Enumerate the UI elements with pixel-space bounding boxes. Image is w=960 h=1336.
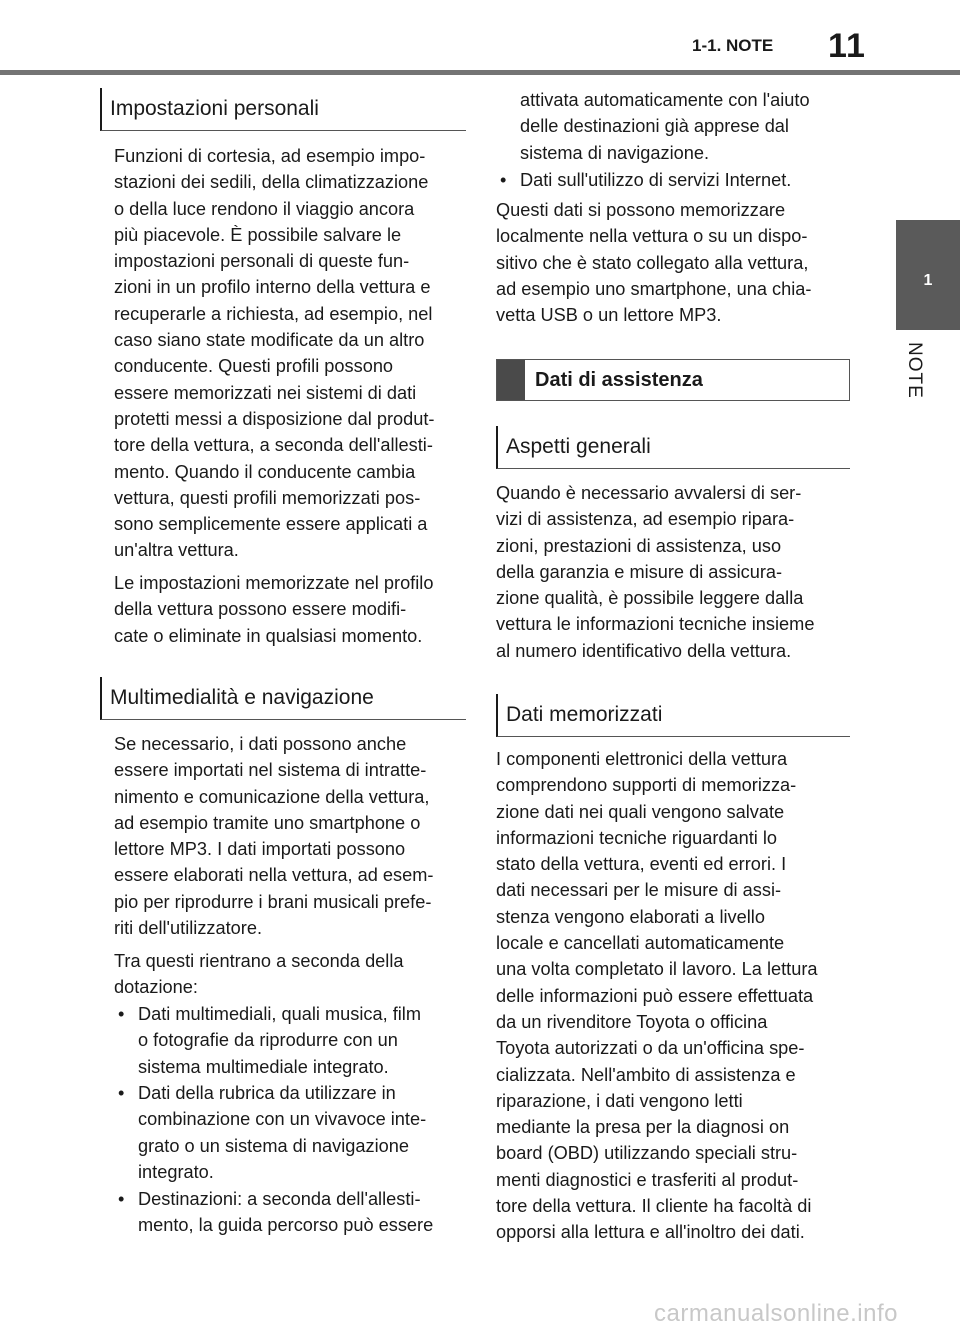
text-line: conducente. Questi profili possono — [114, 356, 394, 377]
text-line: Toyota autorizzati o da un'officina spe- — [496, 1038, 805, 1059]
text-line: essere importati nel sistema di intratte- — [114, 760, 427, 781]
text-line: zione dati nei quali vengono salvate — [496, 801, 785, 822]
text-line: sistema di navigazione. — [520, 142, 710, 163]
text-line: Le impostazioni memorizzate nel profilo — [114, 573, 434, 593]
text-line: zioni, prestazioni di assistenza, uso — [496, 535, 782, 556]
bullet-text — [138, 1001, 470, 1080]
text-line: locale e cancellati automaticamente — [496, 933, 785, 954]
text-line: delle informazioni può essere effettuata — [496, 985, 814, 1006]
text-line: lettore MP3. I dati importati possono — [114, 839, 406, 860]
text-line: da un rivenditore Toyota o officina — [496, 1011, 768, 1032]
text-line: Funzioni di cortesia, ad esempio impo- — [114, 146, 426, 166]
text-line: una volta completato il lavoro. La lettura — [496, 959, 818, 980]
text-line: Destinazioni: a seconda dell'allesti- — [138, 1189, 421, 1209]
text-line: I componenti elettronici della vettura — [496, 749, 788, 769]
text-line: cializzata. Nell'ambito di assistenza e — [496, 1064, 796, 1085]
text-line: ad esempio tramite uno smartphone o — [114, 812, 421, 833]
text-line: Dati multimediali, quali musica, film — [138, 1004, 421, 1024]
text-line: caso siano state modificate da un altro — [114, 330, 425, 351]
text-line: sistema multimediale integrato. — [138, 1056, 389, 1077]
heading-personal-settings: Impostazioni personali — [100, 88, 466, 131]
bullet-text: Dati sull'utilizzo di servizi Internet. — [520, 170, 792, 190]
text-line: sono semplicemente essere applicati a — [114, 514, 428, 535]
personal-paragraph-2 — [114, 570, 470, 649]
text-line: comprendono supporti di memorizza- — [496, 775, 797, 796]
text-line: combinazione con un vivavoce inte- — [138, 1109, 427, 1130]
text-line: menti diagnostici e trasferiti al produt- — [496, 1169, 799, 1190]
text-line: zioni in un profilo interno della vettura e — [114, 277, 431, 298]
multimedia-paragraph-1 — [114, 731, 470, 941]
text-line: opporsi alla lettura e all'inoltro dei dati. — [496, 1222, 805, 1243]
text-line: Tra questi rientrano a seconda della — [114, 951, 404, 971]
bullet-symbol: • — [500, 170, 507, 190]
section-title: 1-1. NOTE — [692, 36, 774, 55]
text-line: attivata automaticamente con l'aiuto — [520, 90, 810, 110]
text-line: tore della vettura. Il cliente ha facoltà di — [496, 1196, 812, 1217]
text-line: mento. Quando il conducente cambia — [114, 461, 416, 482]
heading-multimedia: Multimedialità e navigazione — [100, 677, 466, 720]
text-line: al numero identificativo della vettura. — [496, 640, 792, 661]
storage-paragraph — [496, 197, 852, 328]
text-line: dotazione: — [114, 977, 198, 998]
text-line: mediante la presa per la diagnosi on — [496, 1117, 790, 1138]
text-line: Quando è necessario avvalersi di ser- — [496, 483, 802, 503]
text-line: nimento e comunicazione della vettura, — [114, 786, 430, 807]
text-line: integrato. — [138, 1161, 214, 1182]
general-paragraph — [496, 480, 852, 664]
text-line: cate o eliminate in qualsiasi momento. — [114, 625, 423, 646]
text-line: della vettura possono essere modifi- — [114, 599, 407, 620]
text-line: ad esempio uno smartphone, una chia- — [496, 278, 812, 299]
text-line: tore della vettura, a seconda dell'allesti- — [114, 435, 433, 456]
watermark: carmanualsonline.info — [654, 1300, 898, 1327]
text-line: pio per riprodurre i brani musicali prefe- — [114, 891, 432, 912]
text-line: vettura le informazioni tecniche insieme — [496, 614, 815, 635]
chapter-number: 1 — [923, 272, 933, 289]
text-line: stazioni dei sedili, della climatizzazione — [114, 172, 429, 193]
text-line: protetti messi a disposizione dal produt- — [114, 408, 435, 429]
heading-general-aspects: Aspetti generali — [496, 426, 850, 469]
text-line: un'altra vettura. — [114, 540, 239, 561]
heading-text: Dati di assistenza — [535, 368, 703, 391]
heading-marker — [497, 360, 525, 400]
bullet-text — [520, 87, 852, 166]
page-number: 11 — [828, 27, 866, 65]
text-line: o della luce rendono il viaggio ancora — [114, 198, 415, 219]
heading-stored-data: Dati memorizzati — [496, 694, 850, 737]
text-line: vettura, questi profili memorizzati pos- — [114, 487, 421, 508]
stored-paragraph — [496, 746, 852, 1246]
text-line: Se necessario, i dati possono anche — [114, 734, 407, 754]
text-line: vizi di assistenza, ad esempio ripara- — [496, 509, 795, 530]
text-line: della garanzia e misure di assicura- — [496, 561, 783, 582]
text-line: Questi dati si possono memorizzare — [496, 200, 786, 220]
text-line: impostazioni personali di queste fun- — [114, 251, 410, 272]
text-line: vetta USB o un lettore MP3. — [496, 305, 722, 326]
personal-paragraph-1 — [114, 143, 470, 564]
text-line: riparazione, i dati vengono letti — [496, 1090, 743, 1111]
text-line: grato o un sistema di navigazione — [138, 1135, 409, 1156]
bullet-text — [138, 1186, 470, 1239]
text-line: localmente nella vettura o su un dispo- — [496, 226, 808, 247]
text-line: riti dell'utilizzatore. — [114, 918, 263, 939]
text-line: recuperarle a richiesta, ad esempio, nel — [114, 303, 433, 324]
text-line: dati necessari per le misure di assi- — [496, 880, 782, 901]
header-rule — [0, 70, 960, 75]
text-line: informazioni tecniche riguardanti lo — [496, 827, 778, 848]
text-line: zione qualità, è possibile leggere dalla — [496, 588, 804, 609]
multimedia-paragraph-2 — [114, 948, 470, 1001]
heading-assistance-data — [496, 359, 850, 401]
text-line: delle destinazioni già apprese dal — [520, 116, 789, 137]
bullet-symbol: • — [118, 1083, 125, 1103]
chapter-label: NOTE — [904, 342, 925, 399]
text-line: o fotografie da riprodurre con un — [138, 1030, 398, 1051]
chapter-tab — [896, 220, 960, 330]
bullet-symbol: • — [118, 1004, 125, 1024]
text-line: Dati della rubrica da utilizzare in — [138, 1083, 396, 1103]
text-line: sitivo che è stato collegato alla vettura, — [496, 252, 809, 273]
bullet-symbol: • — [118, 1189, 125, 1209]
text-line: essere memorizzati nei sistemi di dati — [114, 382, 417, 403]
text-line: essere elaborati nella vettura, ad esem- — [114, 865, 434, 886]
text-line: board (OBD) utilizzando speciali stru- — [496, 1143, 798, 1164]
text-line: stato della vettura, eventi ed errori. I — [496, 854, 787, 875]
text-line: mento, la guida percorso può essere — [138, 1215, 434, 1236]
text-line: più piacevole. È possibile salvare le — [114, 224, 402, 245]
text-line: stenza vengono elaborati a livello — [496, 906, 765, 927]
bullet-text — [138, 1080, 470, 1185]
